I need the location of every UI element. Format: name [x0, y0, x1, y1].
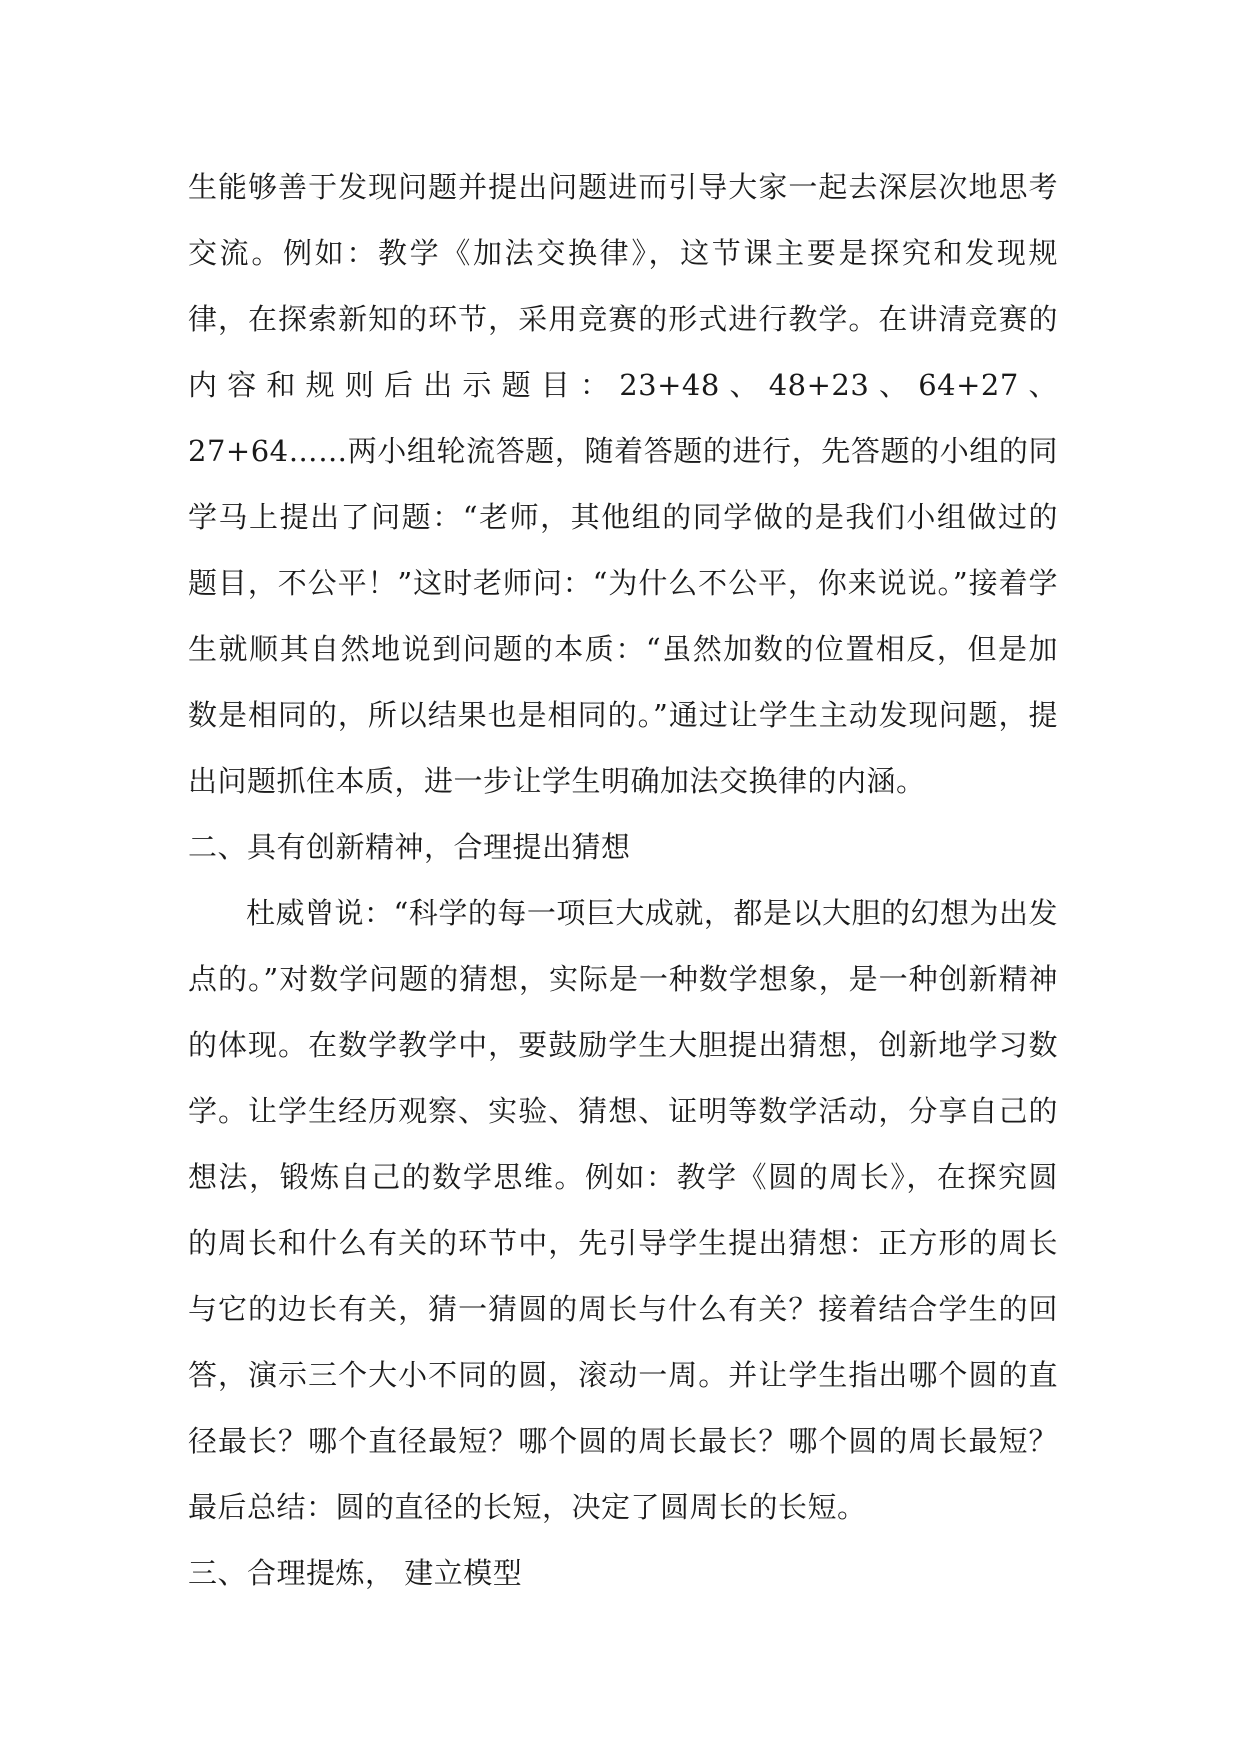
document-body [188, 154, 1058, 1606]
section-heading: 三、合理提炼， 建立模型 [188, 1556, 523, 1590]
section-heading: 二、具有创新精神，合理提出猜想 [188, 830, 631, 864]
body-paragraph: 杜威曾说：“科学的每一项巨大成就，都是以大胆的幻想为出发点的。”对数学问题的猜想，实际是一种数学想象，是一种创新精神的体现。在数学教学中，要鼓励学生大胆提出猜想，创新地学习数学。让学生经历观察、实验、猜想、证明等数学活动，分享自己的想法，锻炼自己的数学思维。例如：教学《圆的周长》，在探究圆的周长和什么有关的环节中，先引导学生提出猜想：正方形的周长与它的边长有关，猜一猜圆的周长与什么有关？接着结合学生的回答，演示三个大小不同的圆，滚动一周。并让学生指出哪个圆的直径最长？哪个直径最短？哪个圆的周长最长？哪个圆的周长最短？最后总结：圆的直径的长短，决定了圆周长的长短。 [188, 896, 1058, 1524]
body-paragraph: 生能够善于发现问题并提出问题进而引导大家一起去深层次地思考交流。例如：教学《加法交换律》，这节课主要是探究和发现规律，在探索新知的环节，采用竞赛的形式进行教学。在讲清竞赛的内容和规则后出示题目：23+48、48+23、64+27、27+64……两小组轮流答题，随着答题的进行，先答题的小组的同学马上提出了问题：“老师，其他组的同学做的是我们小组做过的题目，不公平！”这时老师问：“为什么不公平，你来说说。”接着学生就顺其自然地说到问题的本质：“虽然加数的位置相反，但是加数是相同的，所以结果也是相同的。”通过让学生主动发现问题，提出问题抓住本质，进一步让学生明确加法交换律的内涵。 [188, 170, 1058, 798]
